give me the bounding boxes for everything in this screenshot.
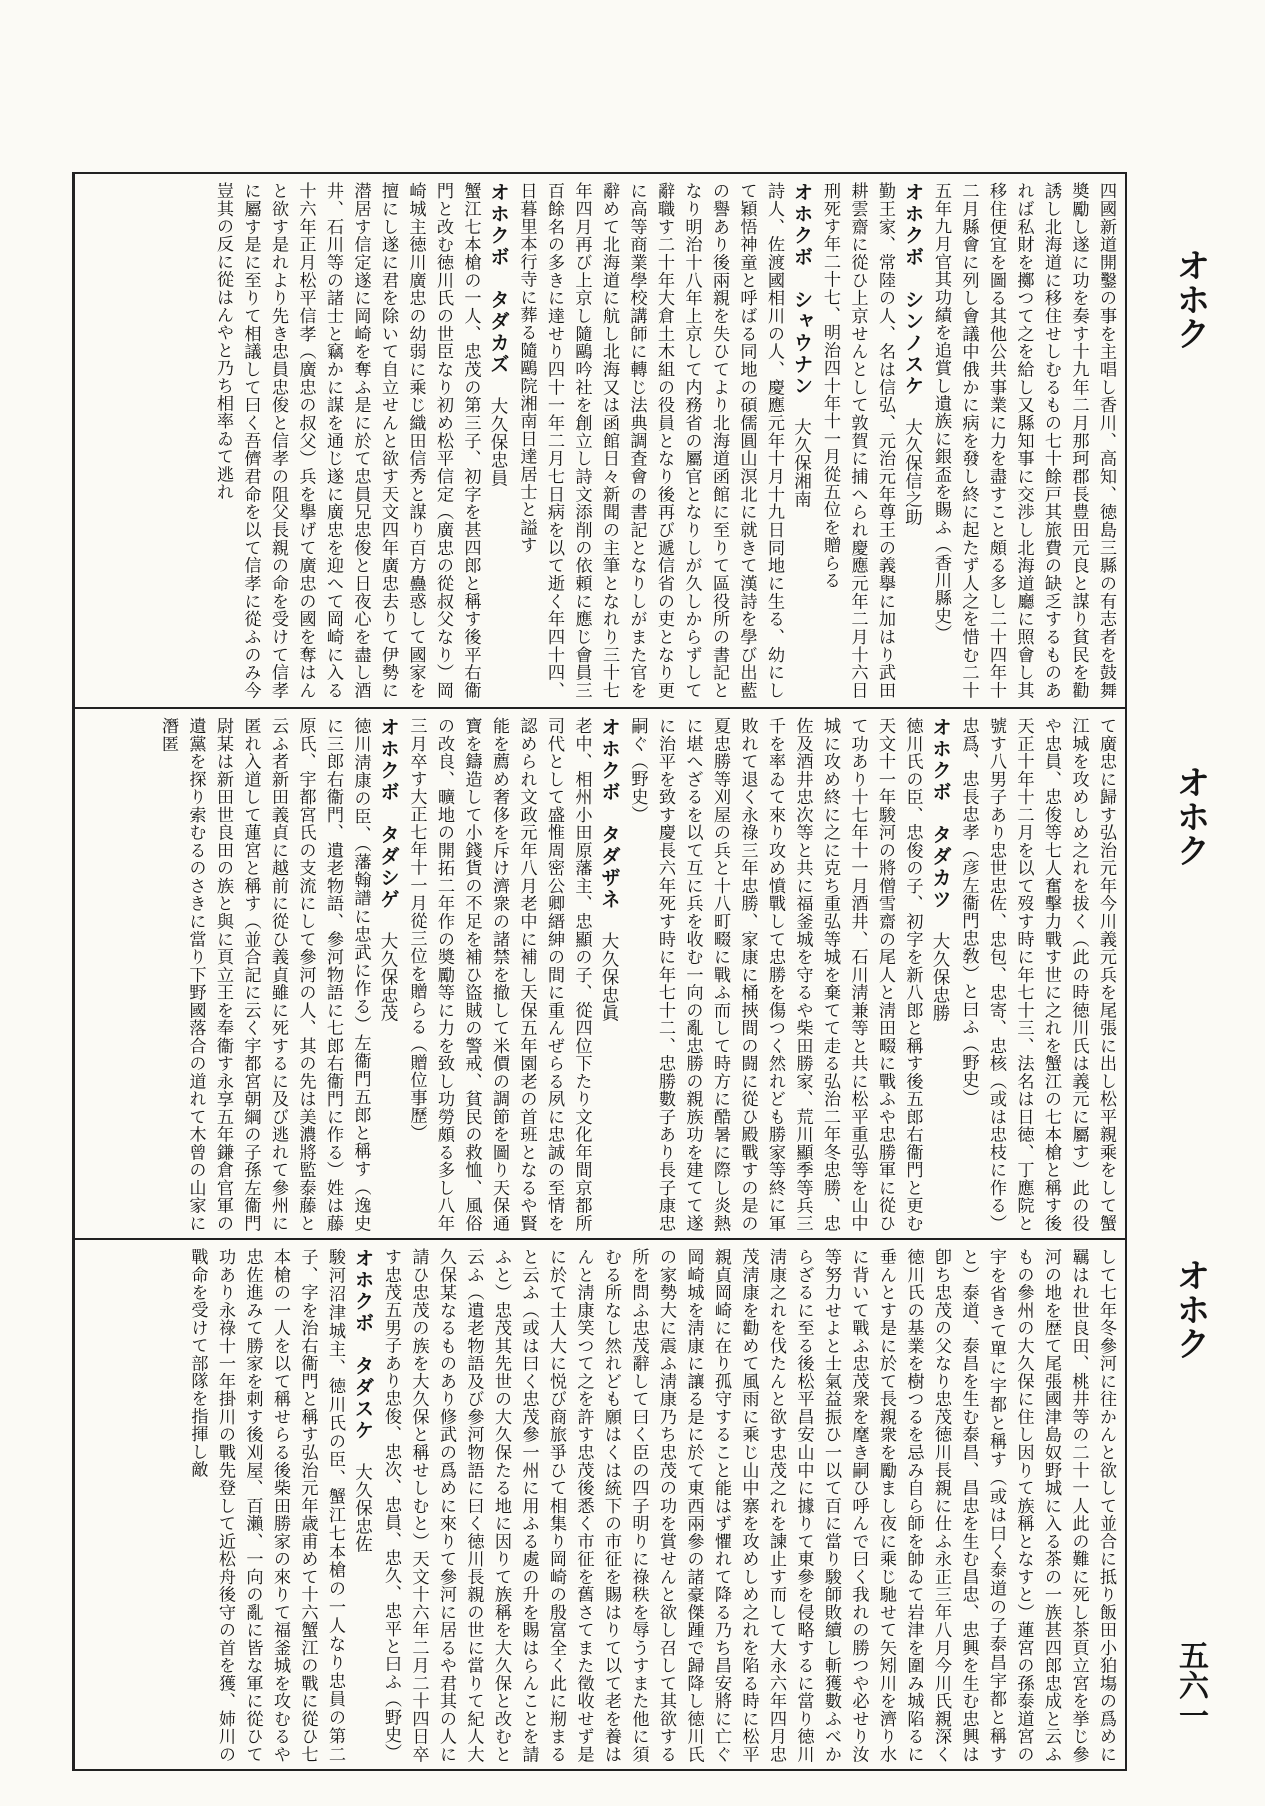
entry-kanji: 大久保忠勝 [930, 931, 950, 1022]
entry [512, 182, 816, 699]
entry-body: 徳川氏の臣、忠俊の子、初字を新八郎と稱す後五郎右衞門と更む天文十一年駿河の將僧雪齋の尾人と淸田畷に戰ふや忠勝軍に從ひて功あり十七年十一月酒井、石川淸兼等と共に松平重弘等を山中城に攻め終に之に克ち重弘等城を棄てて走る弘治二年冬忠勝、忠佐及酒井忠次等と共に福釜城を守るや柴田勝家、荒川顯季等兵三千を率ゐて來り攻め憤戰して忠勝を傷つく然れども勝家等終に軍敗れて退く永祿三年忠勝、家康に桶挾間の闘に從ひ殿戰すの是の夏忠勝等刈屋の兵と十八町畷に戰ふ而して時方に酷暑に際し炎熱に堪へざるを以て互に兵を收む一向の亂忠勝の親族功を建てて遂に治平を致す慶長六年死す時に年七十二、忠勝數子あり長子康忠嗣ぐ（野史） [627, 717, 923, 1232]
tier-middle-text [83, 717, 1119, 1232]
entry-reading: オホクボ タダスケ [351, 1248, 375, 1442]
entry-kanji: 大久保忠員 [488, 396, 508, 487]
continued-text: 四國新道開鑿の事を主唱し香川、高知、徳島三縣の有志者を鼓舞奬勵し遂に功を奏す十九年二月那珂郡長豊田元良と謀り貧民を勸誘し北海道に移住せしむるもの七十餘戸其旅費の缺乏するものあれば私財を擲つて之を給し又縣知事に交渉し北海道廳に照會し其移住便宜を圖る其他公共事業に力を盡すこと頗る多し二十四年十二月縣會に列し會議中俄かに病を發し終に起たず人之を惜む二十五年九月官其功績を追賞し遺族に銀盃を賜ふ（香川縣史） [931, 182, 1116, 699]
entry-reading: オホクボ タダシゲ [377, 717, 400, 911]
running-header-bottom: オホク [1170, 1258, 1210, 1360]
entry-kanji: 大久保忠眞 [599, 931, 619, 1022]
continued-text: して七年冬參河に往かんと欲して並合に抵り飯田小狛塲の爲めに羈はれ世良田、桃井等の二十一人此の難に死し茶頁立宮を挙じ參河の地を歴て尾張國津島奴野城に入る茶の一族甚四郎忠成と云ふもの參州の大久保に住し因りて族稱となすと）蓮宮の孫泰道宮の宇を省きて單に宇都と稱す（或は曰く泰道の子泰昌宇都と稱すと）泰道、泰昌を生む泰昌、昌忠を生む昌忠、忠興を生む忠興は卽ち忠茂の父なり忠茂徳川長親に仕ふ永正三年八月今川氏親深く徳川氏の基業を樹つるを忌み自ら師を帥ゐて岩津を圍み城陷るに垂んとす是に於て長親衆を勵まし夜に乘じ馳せて矢矧川を濟り水に背いて戰ふ忠茂衆を麾き嗣ひ呼んで曰く我れの勝つや必せり汝等努力せよと士氣益振ひ一以て百に當り駿師敗續し斬獲數ふべからざるに至る後松平昌安山中に據りて東參を侵略するに當り徳川淸康之れを伐たんと欲す忠茂之れを諫止す而して大永六年四月忠茂淸康を勸めて風雨に乘じ山中寨を攻めしめ之れを陷る時に松平親貞岡崎に在り孤守すること能はず懼れて降る乃ち昌安將に亡ぐ岡崎城を淸康に讓る是に於て東西兩參の諸豪傑踵で歸降し徳川氏の家勢大に震ふ淸康乃ち忠茂の功を賞せんと欲し召して其欲する所を問ふ忠茂辭して曰く臣の四子明りに祿秩を辱うすまた他に須むる所なし然れども願はくは統下の市征を賜はりて以て老を養はんと淸康笑つて之を許す忠茂後悉く市征を舊さてまた徵收せず是に於て士人大に悦び商旅爭ひて相集り岡崎の殷富全く此に剏まると云ふ（或は曰く忠茂參一州に用ふる處の升を賜はらんことを請ふと）忠茂其先世の大久保たる地に因りて族稱を大久保と改むと云ふ（遺老物語及び參河物語に曰く徳川長親の世に當りて紀人大久保某なるものあり修武の爲めに來りて參河に居るや君其の人に請ひ忠茂の族を大久保と稱せしむと）天文十六年二月二十四日卒す忠茂五男子あり忠俊、忠次、忠員、忠久、忠平と曰ふ（野史） [381, 1248, 1116, 1763]
text-frame [72, 172, 1127, 1771]
entry-kanji: 大久保忠佐 [352, 1462, 373, 1553]
entry-reading: オホクボ タダカツ [929, 717, 952, 911]
entry-reading: オホクボ シンノスケ [901, 182, 925, 397]
entry-body: 勤王家、常陸の人、名は信弘、元治元年尊王の義擧に加はり武田耕雲齋に從ひ上京せんとして敦賀に捕へられ慶應元年二月十六日刑死す年二十七、明治四十年十一月從五位を贈らる [820, 182, 895, 699]
entry-body: 徳川淸康の臣、（藩翰譜に忠武に作る）左衞門五郎と稱す（逸史に三郎右衞門、遺老物語、參河物語に七郎右衞門に作る）姓は藤原氏、宇都宮氏の支流にして參河の人、其の先は美濃將監泰藤と云ふ者新田義貞に越前に從ひ義貞雖に死するに及び逃れて參州に匿れ入道して蓮宮と稱す（並合記に云く宇都宮朝綱の子孫左衞門尉某は新田世良田の族と與に頁立王を奉衞す永享五年鎌倉官軍の遺黨を探り索むるのさきに當り下野國落合の道れて木曾の山家に潛匿 [158, 717, 371, 1232]
tier-top [75, 174, 1125, 707]
tier-bottom-text [83, 1248, 1119, 1763]
page-number: 五六一 [1173, 1640, 1208, 1730]
tier-top-text [83, 182, 1119, 699]
entry-reading: オホクボ タダカズ [487, 182, 510, 376]
entry [402, 717, 623, 1232]
entry [154, 717, 403, 1232]
tier-middle [75, 707, 1125, 1240]
running-header-middle: オホク [1170, 765, 1210, 867]
entry-kanji: 大久保湘南 [791, 418, 812, 508]
entry-kanji: 大久保忠茂 [378, 931, 398, 1022]
entry-kanji: 大久保信之助 [902, 418, 923, 526]
tier-bottom [75, 1238, 1125, 1771]
entry [183, 1248, 377, 1763]
entry [623, 717, 954, 1232]
entry-reading: オホクボ タダザネ [598, 717, 621, 911]
entry-reading: オホクボ シャウナン [790, 182, 814, 397]
entry [209, 182, 513, 699]
running-header-top: オホク [1170, 248, 1210, 350]
entry [816, 182, 927, 699]
entry-body: 老中、相州小田原藩主、忠顯の子、從四位下たり文化年間京都所司代として盛惟周密公卿縉紳の間に重んぜらる夙に忠誠の至情を認められ文政元年八月老中に補し天保五年園老の首班となるや賢能を薦め奢侈を斥け濟衆の諸禁を撤して米價の調節を圖り天保通寶を鑄造して小錢貨の不足を補ひ盜賊の警戒、貧民の救恤、風俗の改良、曠地の開拓二年作の奬勵等に力を致し功勞頗る多し八年三月卒す大正七年十一月從三位を贈らる（贈位事歷） [406, 717, 592, 1232]
continued-text: て廣忠に歸す弘治元年今川義元兵を尾張に出し松平親乘をして蟹江城を攻めしめ之れを拔く（此の時徳川氏は義元に屬す）此の役や忠員、忠俊等七人奮擊力戰す世に之れを蟹江の七本槍と稱す後天正十年十二月を以て歿す時に年七十三、法名は日徳、丁應院と號す八男子あり忠世忠佐、忠包、忠寄、忠核（或は忠枝に作る）忠爲、忠長忠孝（彦左衞門忠敎）と曰ふ（野史） [958, 717, 1116, 1232]
entry-body: 詩人、佐渡國相川の人、慶應元年十月十九日同地に生る、幼にして穎悟神童と呼ばる同地の碩儒圓山溟北に就きて漢詩を學び出藍の譽あり後兩親を失ひてより北海道函館に至りて區役所の書記となり明治十八年上京して内務省の屬官となりしが久しからずして辭職す二十年大倉土木組の役員となり後再び遞信省の吏となり更に高等商業學校講師に轉じ法典調査會の書記となりしがまた官を辭めて北海道に航し北海又は函館日々新聞の主筆となれり三十七年四月再び上京し隨鷗吟社を創立し詩文添削の依頼に應じ會員三百餘名の多きに達せり四十一年二月七日病を以て逝く年四十四、日暮里本行寺に葬る隨鷗院湘南日達居士と謚す [516, 182, 784, 699]
entry-body: 蟹江七本槍の一人、忠茂の第三子、初字を甚四郎と稱す後平右衞門と改む徳川氏の世臣なり初め松平信定（廣忠の從叔父なり）岡崎城主徳川廣忠の幼弱に乘じ織田信秀と謀り百方蠱惑して國家を擅にし遂に君を除いて自立せんと欲す天文四年廣忠去りて伊勢に潜居す信定遂に岡崎を奪ふ是に於て忠員兄忠俊と日夜心を盡し酒井、石川等の諸士と竊かに謀を通じ遂に廣忠を迎へて岡崎に入る十六年正月松平信孝（廣忠の叔父）兵を擧げて廣忠の國を奪はんと欲す是れより先き忠員忠俊と信孝の阻父長親の命を受けて信孝に屬す是に至りて相議して曰く吾儕君命を以て信孝に從ふのみ今豈其の反に從はんやと乃ち相率ゐて逃れ [213, 182, 481, 699]
entry-body: 駿河沼津城主、徳川氏の臣、蟹江七本槍の一人なり忠員の第二子、字を治右衞門と稱す弘治元年歳甫めて十六蟹江の戰に從ひ七本槍の一人を以て稱せらる後柴田勝家の來りて福釜城を攻むるや忠佐進みて勝家を刺す後刈屋、百瀨、一向の亂に皆な軍に從ひて功あり永祿十一年掛川の戰先登して近松舟後守の首を獲、姉川の戰命を受けて部隊を指揮し敵 [187, 1248, 345, 1763]
